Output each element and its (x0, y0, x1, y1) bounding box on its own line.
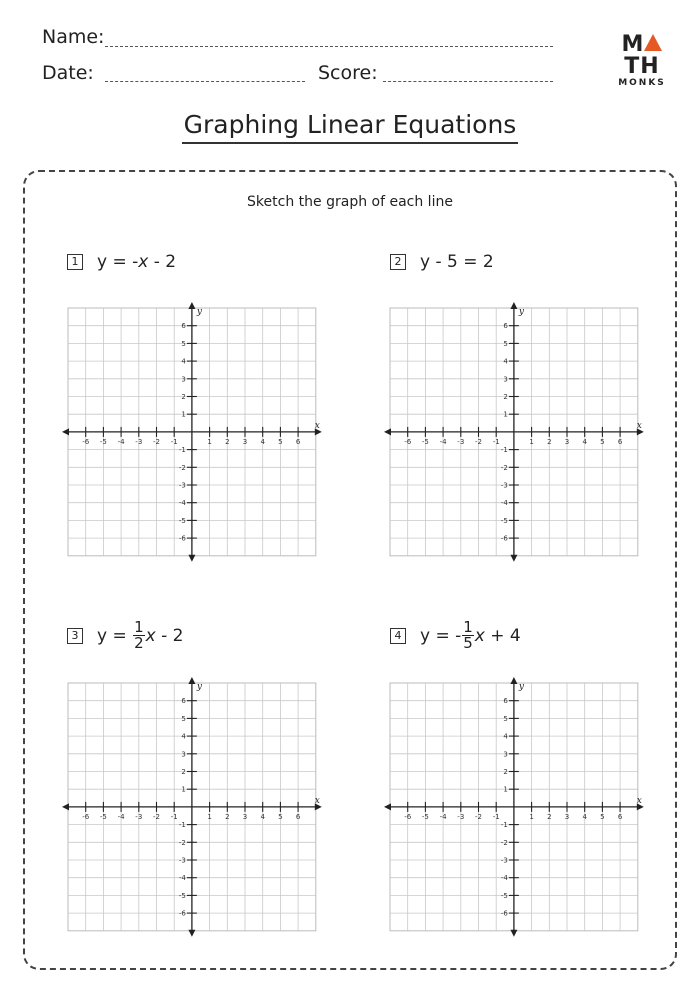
equation-part: + 4 (484, 625, 521, 646)
y-tick-label: -1 (178, 446, 186, 455)
x-tick-label: -1 (492, 812, 500, 821)
fraction-denominator: 5 (463, 634, 473, 652)
x-tick-label: -3 (135, 812, 143, 821)
x-tick-label: -6 (82, 437, 90, 446)
name-line[interactable] (105, 46, 553, 47)
x-tick-label: -4 (439, 437, 447, 446)
x-axis-left-arrow (62, 803, 69, 810)
x-tick-label: 6 (295, 812, 301, 821)
equation-variable: x (145, 625, 156, 646)
y-tick-label: -2 (178, 838, 186, 847)
y-tick-label: -2 (500, 463, 508, 472)
coordinate-grid-2[interactable] (382, 300, 646, 564)
problem-4 (390, 620, 521, 651)
y-tick-label: 6 (181, 697, 186, 706)
x-tick-label: 5 (600, 437, 605, 446)
y-tick-label: 3 (181, 750, 186, 759)
y-axis-down-arrow (188, 555, 195, 562)
x-tick-label: 4 (582, 437, 587, 446)
x-axis-left-arrow (62, 428, 69, 435)
equation-variable: x (138, 252, 149, 272)
y-axis-up-arrow (188, 677, 195, 684)
x-tick-label: 6 (617, 437, 623, 446)
y-tick-label: 1 (503, 785, 508, 794)
equation-part: - 2 (155, 625, 184, 646)
score-label: Score: (318, 62, 378, 84)
y-tick-label: 3 (503, 375, 508, 384)
y-tick-label: 5 (181, 714, 186, 723)
x-tick-label: -3 (457, 437, 465, 446)
x-tick-label: 3 (564, 437, 570, 446)
y-tick-label: 6 (503, 697, 508, 706)
y-axis-label: y (196, 682, 202, 692)
y-tick-label: 5 (181, 339, 186, 348)
problem-number: 2 (390, 254, 406, 270)
y-axis-up-arrow (510, 677, 517, 684)
y-tick-label: -3 (500, 481, 508, 490)
x-tick-label: 5 (278, 437, 283, 446)
y-tick-label: -1 (500, 446, 508, 455)
y-tick-label: -3 (178, 481, 186, 490)
x-tick-label: 6 (617, 812, 623, 821)
y-axis-label: y (518, 307, 524, 317)
y-tick-label: 2 (181, 393, 186, 401)
y-tick-label: 2 (181, 768, 186, 776)
x-tick-label: -5 (421, 812, 429, 821)
x-axis-left-arrow (384, 428, 391, 435)
y-tick-label: -1 (178, 821, 186, 830)
y-tick-label: 5 (503, 339, 508, 348)
problem-3 (67, 620, 184, 651)
x-tick-label: 5 (278, 812, 283, 821)
y-tick-label: 2 (503, 768, 508, 776)
x-tick-label: 6 (295, 437, 301, 446)
x-tick-label: 3 (564, 812, 570, 821)
x-tick-label: -5 (99, 437, 107, 446)
y-tick-label: 1 (181, 785, 186, 794)
y-tick-label: -5 (178, 516, 186, 525)
y-axis-label: y (518, 682, 524, 692)
y-tick-label: -4 (500, 874, 508, 883)
y-tick-label: 2 (503, 393, 508, 401)
x-tick-label: -4 (117, 437, 125, 446)
fraction (462, 620, 474, 651)
x-axis-left-arrow (384, 803, 391, 810)
x-axis-label: x (314, 795, 320, 806)
y-tick-label: -2 (178, 463, 186, 472)
y-axis-up-arrow (188, 302, 195, 309)
problem-2 (390, 252, 494, 272)
logo-triangle-icon (644, 34, 662, 51)
equation-variable: x (474, 625, 485, 646)
x-tick-label: 3 (242, 437, 248, 446)
x-tick-label: -3 (457, 812, 465, 821)
x-axis-label: x (636, 795, 642, 806)
x-tick-label: -3 (135, 437, 143, 446)
y-tick-label: -6 (178, 534, 186, 543)
problem-1 (67, 252, 176, 272)
x-tick-label: 1 (207, 812, 212, 821)
equation-part: y = (97, 625, 133, 646)
fraction-numerator: 1 (134, 618, 144, 636)
y-tick-label: -4 (178, 874, 186, 883)
y-tick-label: 4 (181, 732, 186, 741)
x-tick-label: 1 (529, 437, 534, 446)
name-label: Name: (42, 26, 105, 48)
x-tick-label: -5 (99, 812, 107, 821)
fraction-numerator: 1 (463, 618, 473, 636)
problem-number: 3 (67, 628, 83, 644)
x-tick-label: -5 (421, 437, 429, 446)
y-tick-label: -6 (500, 909, 508, 918)
x-tick-label: -4 (117, 812, 125, 821)
x-tick-label: 2 (225, 812, 230, 821)
x-tick-label: 4 (260, 812, 265, 821)
x-axis-label: x (314, 420, 320, 431)
x-tick-label: -6 (404, 812, 412, 821)
y-tick-label: 6 (181, 322, 186, 331)
page-title: Graphing Linear Equations (182, 110, 519, 144)
problem-number: 1 (67, 254, 83, 270)
y-tick-label: -4 (500, 499, 508, 508)
y-tick-label: 4 (503, 732, 508, 741)
x-tick-label: 2 (547, 812, 552, 821)
x-tick-label: -1 (170, 812, 178, 821)
y-tick-label: 4 (503, 357, 508, 366)
y-tick-label: 3 (503, 750, 508, 759)
x-tick-label: 5 (600, 812, 605, 821)
y-tick-label: -5 (500, 891, 508, 900)
y-tick-label: -3 (500, 856, 508, 865)
y-axis-label: y (196, 307, 202, 317)
y-axis-up-arrow (510, 302, 517, 309)
y-tick-label: -4 (178, 499, 186, 508)
x-tick-label: -6 (82, 812, 90, 821)
y-tick-label: -5 (500, 516, 508, 525)
y-tick-label: 1 (181, 410, 186, 419)
fraction-denominator: 2 (134, 634, 144, 652)
coordinate-grid-1[interactable] (60, 300, 324, 564)
problem-number: 4 (390, 628, 406, 644)
page-title-wrap (0, 110, 700, 139)
y-tick-label: 1 (503, 410, 508, 419)
fraction (133, 620, 145, 651)
y-tick-label: 4 (181, 357, 186, 366)
y-axis-down-arrow (188, 930, 195, 937)
equation-part: y = - (97, 252, 139, 272)
x-tick-label: -1 (170, 437, 178, 446)
equation-part: y - 5 = 2 (420, 252, 494, 272)
score-line[interactable] (383, 81, 553, 82)
y-tick-label: -6 (500, 534, 508, 543)
y-axis-down-arrow (510, 555, 517, 562)
x-tick-label: 3 (242, 812, 248, 821)
y-tick-label: 5 (503, 714, 508, 723)
x-tick-label: 2 (547, 437, 552, 446)
y-tick-label: -5 (178, 891, 186, 900)
y-tick-label: 6 (503, 322, 508, 331)
date-line[interactable] (105, 81, 305, 82)
y-tick-label: -3 (178, 856, 186, 865)
x-tick-label: -1 (492, 437, 500, 446)
x-tick-label: 2 (225, 437, 230, 446)
coordinate-grid-4[interactable] (382, 675, 646, 939)
logo-letters-th: TH (624, 54, 660, 79)
equation-part: y = - (420, 625, 462, 646)
y-tick-label: 3 (181, 375, 186, 384)
y-tick-label: -2 (500, 838, 508, 847)
y-tick-label: -1 (500, 821, 508, 830)
x-tick-label: 1 (207, 437, 212, 446)
x-tick-label: -2 (153, 437, 160, 446)
y-tick-label: -6 (178, 909, 186, 918)
logo-subtitle: MONKS (618, 78, 666, 88)
instructions: Sketch the graph of each line (247, 194, 453, 210)
x-tick-label: 4 (260, 437, 265, 446)
y-axis-down-arrow (510, 930, 517, 937)
x-axis-label: x (636, 420, 642, 431)
coordinate-grid-3[interactable] (60, 675, 324, 939)
x-tick-label: 4 (582, 812, 587, 821)
equation-part: - 2 (148, 252, 177, 272)
x-tick-label: -6 (404, 437, 412, 446)
logo-letter-m: M (621, 32, 645, 57)
date-label: Date: (42, 62, 94, 84)
x-tick-label: 1 (529, 812, 534, 821)
mathmonks-logo (607, 34, 677, 88)
x-tick-label: -4 (439, 812, 447, 821)
x-tick-label: -2 (153, 812, 160, 821)
x-tick-label: -2 (475, 437, 482, 446)
x-tick-label: -2 (475, 812, 482, 821)
